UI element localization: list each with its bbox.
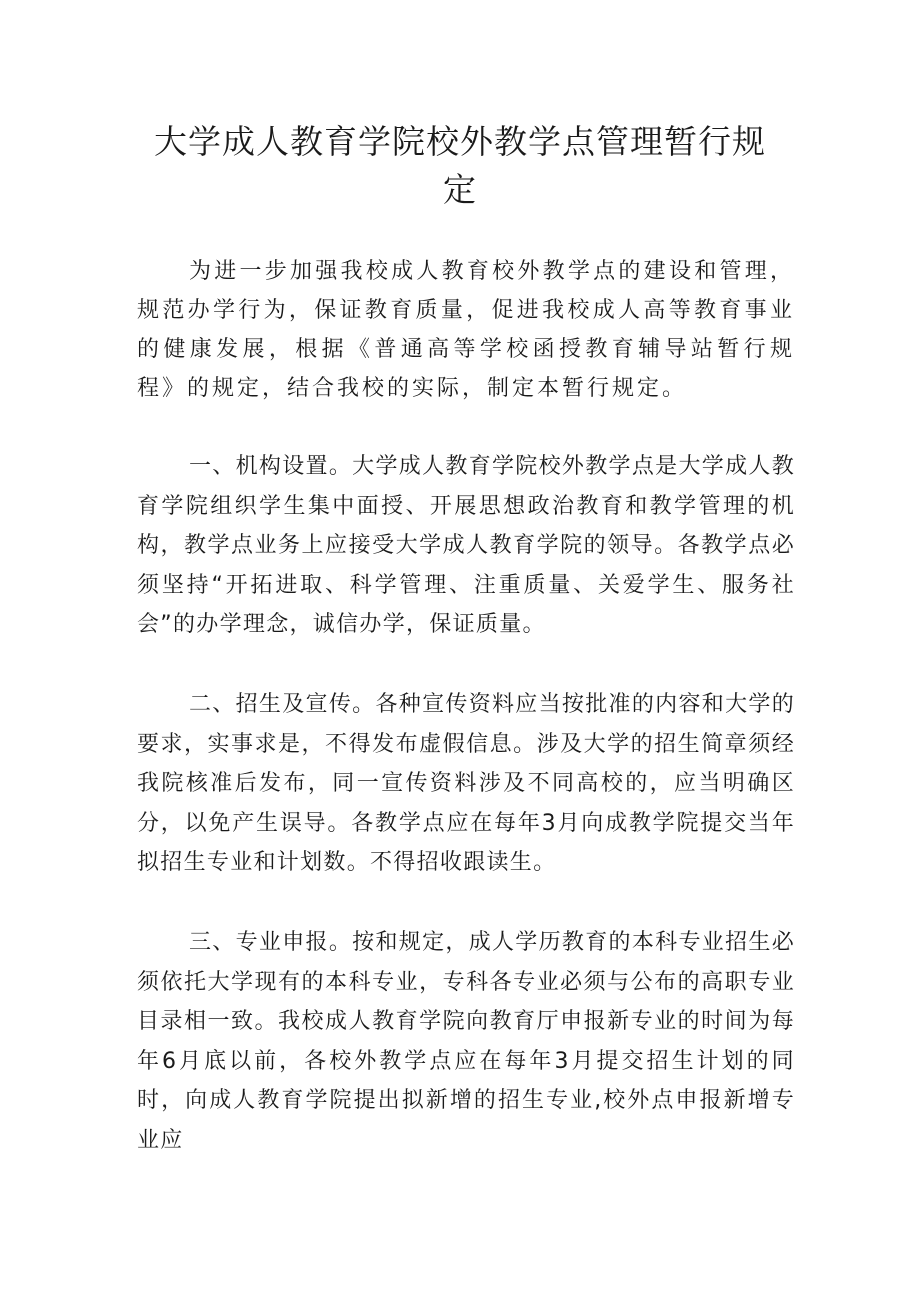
section-organization-paragraph: 一、机构设置。大学成人教育学院校外教学点是大学成人教育学院组织学生集中面授、开展思想政治教育和教学管理的机构，教学点业务上应接受大学成人教育学院的领导。各教学点必须坚持“开拓进取、科学管理、注重质量、关爱学生、服务社会”的办学理念，诚信办学，保证质量。	[137, 454, 795, 637]
intro-paragraph: 为进一步加强我校成人教育校外教学点的建设和管理，规范办学行为，保证教育质量，促进我校成人高等教育事业的健康发展，根据《普通高等学校函授教育辅导站暂行规程》的规定，结合我校的实际，制定本暂行规定。	[137, 259, 795, 401]
section-majors-paragraph: 三、专业申报。按和规定，成人学历教育的本科专业招生必须依托大学现有的本科专业，专科各专业必须与公布的高职专业目录相一致。我校成人教育学院向教育厅申报新专业的时间为每年6月底以前，各校外教学点应在每年3月提交招生计划的同时，向成人教育学院提出拟新增的招生专业,校外点申报新增专业应	[137, 930, 795, 1153]
section-admissions-paragraph: 二、招生及宣传。各种宣传资料应当按批准的内容和大学的要求，实事求是，不得发布虚假信息。涉及大学的招生简章须经我院核准后发布，同一宣传资料涉及不同高校的，应当明确区分，以免产生误导。各教学点应在每年3月向成教学院提交当年拟招生专业和计划数。不得招收跟读生。	[137, 692, 795, 875]
document-title: 大学成人教育学院校外教学点管理暂行规定	[154, 122, 766, 209]
